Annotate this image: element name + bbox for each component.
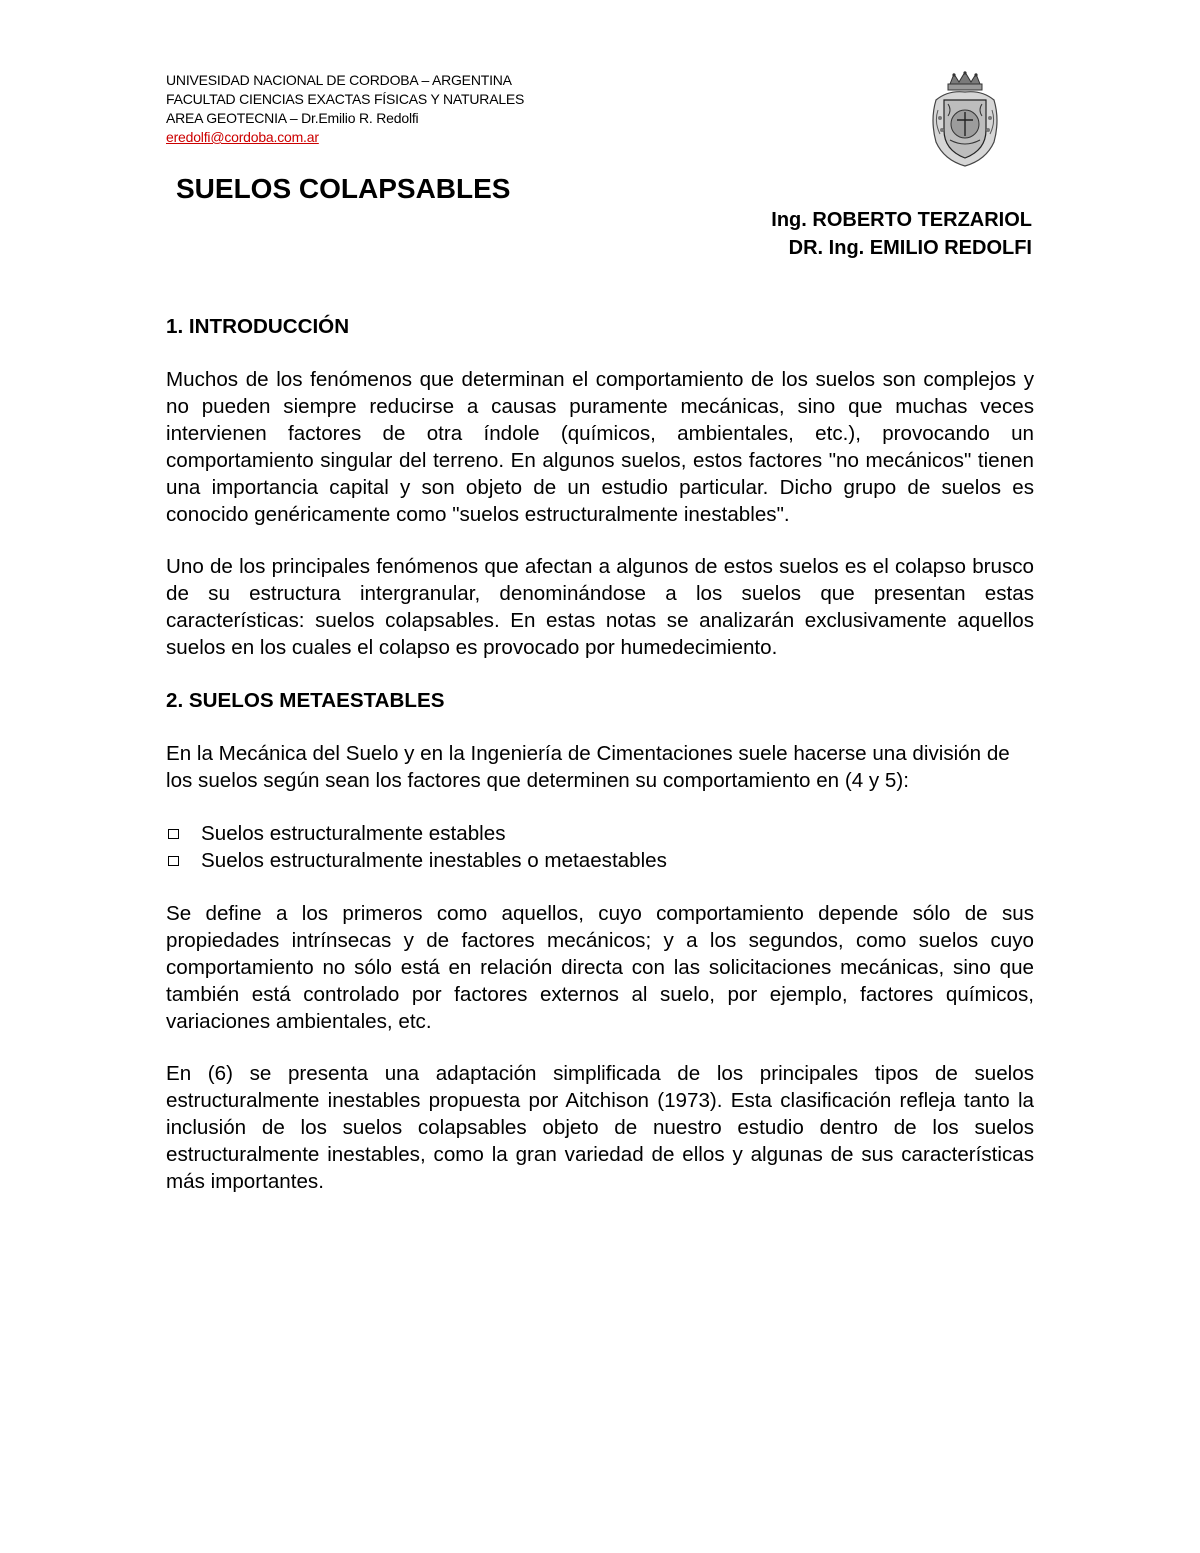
section-2-bullet-list <box>166 821 1034 875</box>
list-item <box>166 848 1034 875</box>
author-2: DR. Ing. EMILIO REDOLFI <box>788 237 1032 259</box>
author-1: Ing. ROBERTO TERZARIOL <box>771 209 1032 231</box>
section-2-intro: En la Mecánica del Suelo y en la Ingeniería de Cimentaciones suele hacerse una división de los suelos según sean los factores que determinen su comportamiento en (4 y 5): <box>166 742 1010 792</box>
header-faculty: FACULTAD CIENCIAS EXACTAS FÍSICAS Y NATURALES <box>166 91 525 107</box>
square-bullet-icon <box>168 856 179 866</box>
header-email-link[interactable]: eredolfi@cordoba.com.ar <box>166 129 319 145</box>
document-body <box>166 314 1034 1196</box>
university-seal-icon <box>928 70 1002 168</box>
square-bullet-icon <box>168 829 179 839</box>
section-2-heading: 2. SUELOS METAESTABLES <box>166 689 445 713</box>
section-1-heading: 1. INTRODUCCIÓN <box>166 315 350 338</box>
section-2-paragraph-1: Se define a los primeros como aquellos, cuyo comportamiento depende sólo de sus propiedades intrínsecas y de factores mecánicos; y a los segundos, como suelos cuyo comportamiento no sólo está en relación directa con las solicitaciones mecánicas, sino que también está controlado por factores externos al suelo, por ejemplo, factores químicos, variaciones ambientales, etc. <box>166 901 1034 1033</box>
list-item-text: Suelos estructuralmente estables <box>201 821 506 845</box>
document-header <box>166 71 524 147</box>
authors-block <box>771 206 1032 262</box>
document-title: SUELOS COLAPSABLES <box>176 173 511 204</box>
section-1-paragraph-1: Muchos de los fenómenos que determinan el comportamiento de los suelos son complejos y no pueden siempre reducirse a causas puramente mecánicas, sino que muchas veces intervienen factores de otra índole (químicos, ambientales, etc.), provocando un comportamiento singular del terreno. En algunos suelos, estos factores "no mecánicos" tienen una importancia capital y son objeto de un estudio particular. Dicho grupo de suelos es conocido genéricamente como "suelos estructuralmente inestables". <box>166 368 1034 526</box>
header-area: AREA GEOTECNIA – Dr.Emilio R. Redolfi <box>166 110 419 126</box>
list-item-text: Suelos estructuralmente inestables o metaestables <box>201 848 667 872</box>
header-university: UNIVESIDAD NACIONAL DE CORDOBA – ARGENTINA <box>166 72 512 88</box>
section-2-paragraph-2: En (6) se presenta una adaptación simplificada de los principales tipos de suelos estructuralmente inestables propuesta por Aitchison (1973). Esta clasificación refleja tanto la inclusión de los suelos colapsables objeto de nuestro estudio dentro de los suelos estructuralmente inestables, como la gran variedad de ellos y algunas de sus características más importantes. <box>166 1062 1034 1194</box>
list-item <box>166 821 1034 848</box>
section-1-paragraph-2: Uno de los principales fenómenos que afectan a algunos de estos suelos es el colapso brusco de su estructura intergranular, denominándose a los suelos que presentan estas características: suelos colapsables. En estas notas se analizarán exclusivamente aquellos suelos en los cuales el colapso es provocado por humedecimiento. <box>166 555 1034 660</box>
